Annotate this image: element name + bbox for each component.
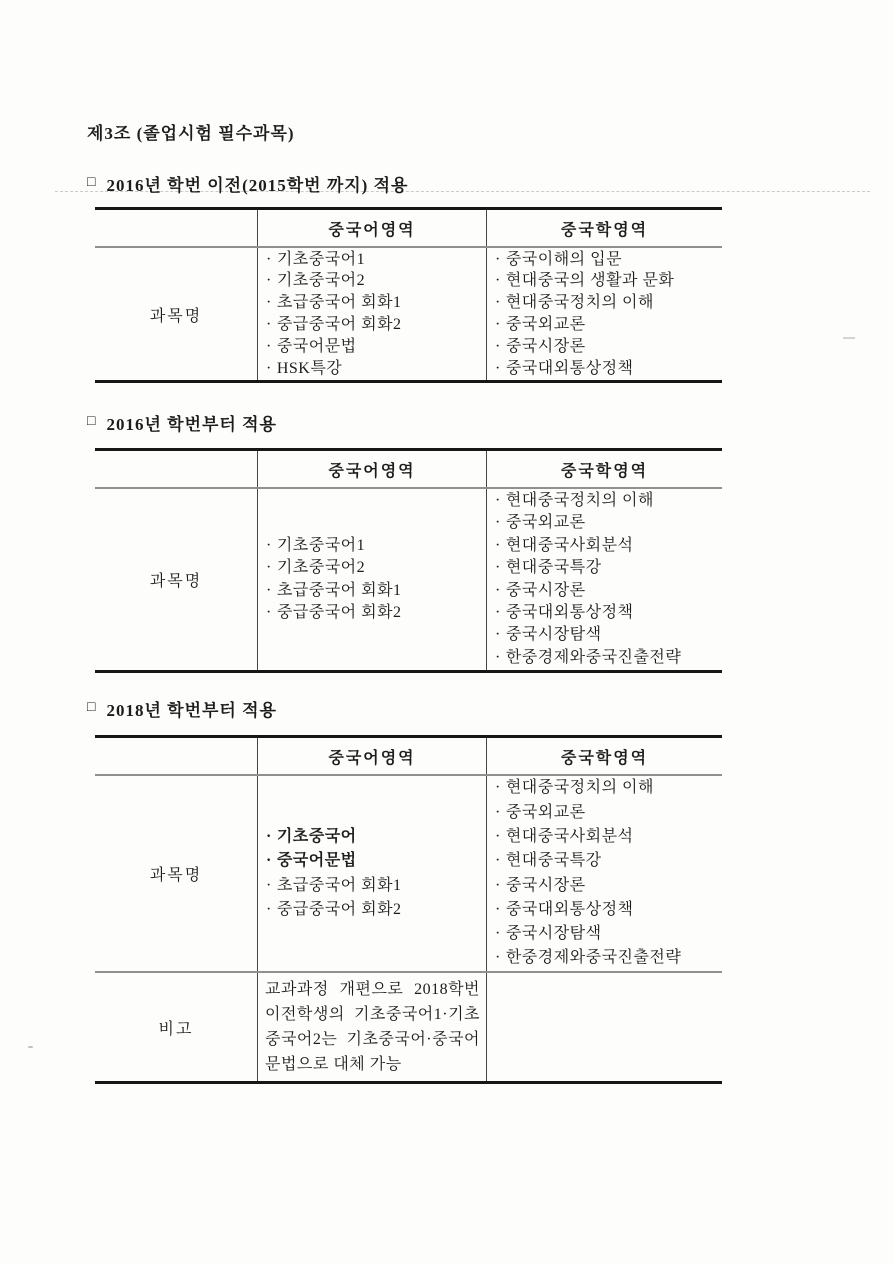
section-heading-text: 2018년 학번부터 적용: [106, 701, 277, 720]
section-heading-2018: [87, 696, 277, 721]
column-header-studies: 중국학영역: [486, 738, 722, 774]
column-header-language: 중국어영역: [257, 210, 486, 246]
course-name: 중국시장론: [505, 581, 586, 599]
course-name: 중급중국어 회화2: [276, 603, 402, 621]
row-label-subject: 과목명: [149, 867, 203, 884]
course-item: [495, 512, 722, 534]
note-text: 교과과정 개편으로 2018학번 이전학생의 기초중국어1·기초중국어2는 기초중국어·중국어문법으로 대체 가능: [257, 973, 486, 1081]
course-item: [266, 898, 486, 922]
studies-course-list: [486, 776, 722, 971]
course-item: [266, 249, 486, 271]
curriculum-table-2016: [95, 448, 722, 673]
course-name: 초급중국어 회화1: [276, 294, 402, 312]
course-name: 중국외교론: [505, 514, 586, 532]
empty-header-cell: [95, 210, 257, 246]
scan-speck: [28, 1046, 33, 1048]
table-body-row: [95, 776, 722, 971]
course-name: HSK특강: [276, 359, 343, 377]
empty-header-cell: [95, 451, 257, 487]
course-item: [266, 825, 486, 849]
course-name: 현대중국특강: [505, 852, 602, 870]
row-label-subject: 과목명: [149, 307, 203, 325]
bullet-icon: ·: [495, 803, 501, 821]
bullet-icon: ·: [495, 852, 501, 870]
empty-note-cell: [486, 973, 722, 1081]
course-name: 한중경제와중국진출전략: [505, 949, 682, 967]
bullet-icon: ·: [495, 626, 501, 644]
table-header-row: [95, 738, 722, 776]
square-marker-icon: □: [87, 413, 97, 429]
column-header-language: 중국어영역: [257, 451, 486, 487]
course-item: [495, 874, 722, 898]
course-name: 중국시장탐색: [505, 626, 602, 644]
course-item: [495, 849, 722, 873]
bullet-icon: ·: [495, 337, 501, 355]
course-name: 중국어문법: [276, 337, 357, 355]
bullet-icon: ·: [495, 925, 501, 943]
bullet-icon: ·: [495, 359, 501, 377]
course-item: [266, 535, 486, 557]
row-label-subject: 과목명: [149, 573, 203, 590]
square-marker-icon: □: [87, 174, 97, 190]
course-name: 현대중국정치의 이해: [505, 294, 654, 312]
course-item: [495, 602, 722, 624]
course-item: [495, 314, 722, 336]
course-name: 기초중국어2: [276, 559, 366, 577]
course-name: 중국외교론: [505, 803, 586, 821]
course-name: 현대중국정치의 이해: [505, 491, 654, 509]
bullet-icon: ·: [495, 900, 501, 918]
course-name: 중국대외통상정책: [505, 603, 634, 621]
bullet-icon: ·: [495, 294, 501, 312]
square-marker-icon: □: [87, 699, 97, 715]
course-item: [495, 898, 722, 922]
course-name: 중국어문법: [276, 852, 357, 870]
bullet-icon: ·: [495, 514, 501, 532]
course-item: [495, 922, 722, 946]
course-item: [266, 557, 486, 579]
course-item: [495, 647, 722, 669]
language-course-list: [257, 248, 486, 380]
course-name: 현대중국정치의 이해: [505, 779, 654, 797]
course-name: 기초중국어: [276, 827, 357, 845]
bullet-icon: ·: [266, 900, 272, 918]
bullet-icon: ·: [495, 559, 501, 577]
column-header-studies: 중국학영역: [486, 451, 722, 487]
course-item: [495, 557, 722, 579]
column-header-language: 중국어영역: [257, 738, 486, 774]
bullet-icon: ·: [495, 272, 501, 290]
bullet-icon: ·: [266, 827, 272, 845]
bullet-icon: ·: [266, 359, 272, 377]
course-item: [495, 270, 722, 292]
course-name: 기초중국어1: [276, 250, 366, 268]
course-item: [266, 874, 486, 898]
course-item: [495, 535, 722, 557]
course-name: 중급중국어 회화2: [276, 900, 402, 918]
bullet-icon: ·: [266, 316, 272, 333]
curriculum-table-pre2016: [95, 207, 722, 383]
bullet-icon: ·: [495, 949, 501, 967]
course-item: [266, 602, 486, 624]
bullet-icon: ·: [266, 876, 272, 894]
course-name: 중국이해의 입문: [505, 250, 623, 268]
bullet-icon: ·: [266, 294, 272, 312]
bullet-icon: ·: [495, 827, 501, 845]
bullet-icon: ·: [495, 603, 501, 621]
course-name: 중급중국어 회화2: [276, 316, 402, 333]
bullet-icon: ·: [266, 272, 272, 290]
table-body-row: [95, 489, 722, 670]
article-title: 제3조 (졸업시험 필수과목): [87, 124, 295, 143]
course-item: [495, 336, 722, 358]
course-item: [495, 580, 722, 602]
course-name: 중국시장탐색: [505, 925, 602, 943]
course-name: 기초중국어1: [276, 536, 366, 554]
course-item: [266, 358, 486, 380]
course-item: [495, 825, 722, 849]
table-header-row: [95, 451, 722, 489]
course-item: [495, 776, 722, 800]
course-name: 중국대외통상정책: [505, 900, 634, 918]
studies-course-list: [486, 248, 722, 380]
studies-course-list: [486, 489, 722, 670]
course-item: [495, 490, 722, 512]
course-item: [495, 946, 722, 970]
course-name: 중국대외통상정책: [505, 359, 634, 377]
course-name: 초급중국어 회화1: [276, 876, 402, 894]
curriculum-table-2018: [95, 735, 722, 1084]
course-item: [266, 292, 486, 314]
language-course-list: [257, 776, 486, 971]
empty-header-cell: [95, 738, 257, 774]
course-item: [266, 314, 486, 336]
course-name: 중국시장론: [505, 876, 586, 894]
scan-speck: [843, 337, 855, 339]
section-heading-text: 2016년 학번 이전(2015학번 까지) 적용: [106, 176, 409, 195]
course-item: [495, 292, 722, 314]
course-item: [495, 801, 722, 825]
table-header-row: [95, 210, 722, 248]
course-item: [266, 849, 486, 873]
course-name: 현대중국사회분석: [505, 827, 634, 845]
course-name: 현대중국의 생활과 문화: [505, 272, 675, 290]
course-item: [266, 580, 486, 602]
bullet-icon: ·: [266, 536, 272, 554]
course-name: 현대중국특강: [505, 559, 602, 577]
course-item: [495, 249, 722, 271]
course-name: 한중경제와중국진출전략: [505, 648, 682, 666]
bullet-icon: ·: [495, 491, 501, 509]
bullet-icon: ·: [495, 581, 501, 599]
bullet-icon: ·: [266, 852, 272, 870]
bullet-icon: ·: [266, 559, 272, 577]
course-item: [495, 358, 722, 380]
bullet-icon: ·: [495, 316, 501, 333]
section-heading-text: 2016년 학번부터 적용: [106, 415, 277, 434]
bullet-icon: ·: [266, 250, 272, 268]
course-name: 중국시장론: [505, 337, 586, 355]
bullet-icon: ·: [266, 581, 272, 599]
table-body-row: [95, 248, 722, 380]
course-item: [266, 270, 486, 292]
course-item: [495, 624, 722, 646]
section-heading-pre2016: [87, 171, 408, 196]
bullet-icon: ·: [495, 536, 501, 554]
row-label-note: 비고: [158, 1020, 194, 1038]
language-course-list: [257, 489, 486, 670]
course-name: 현대중국사회분석: [505, 536, 634, 554]
bullet-icon: ·: [495, 648, 501, 666]
bullet-icon: ·: [266, 603, 272, 621]
section-heading-2016: [87, 410, 277, 435]
column-header-studies: 중국학영역: [486, 210, 722, 246]
bullet-icon: ·: [495, 876, 501, 894]
course-item: [266, 336, 486, 358]
table-note-row: [95, 971, 722, 1081]
bullet-icon: ·: [266, 337, 272, 355]
course-name: 초급중국어 회화1: [276, 581, 402, 599]
course-name: 기초중국어2: [276, 272, 366, 290]
bullet-icon: ·: [495, 779, 501, 797]
bullet-icon: ·: [495, 250, 501, 268]
course-name: 중국외교론: [505, 316, 586, 333]
